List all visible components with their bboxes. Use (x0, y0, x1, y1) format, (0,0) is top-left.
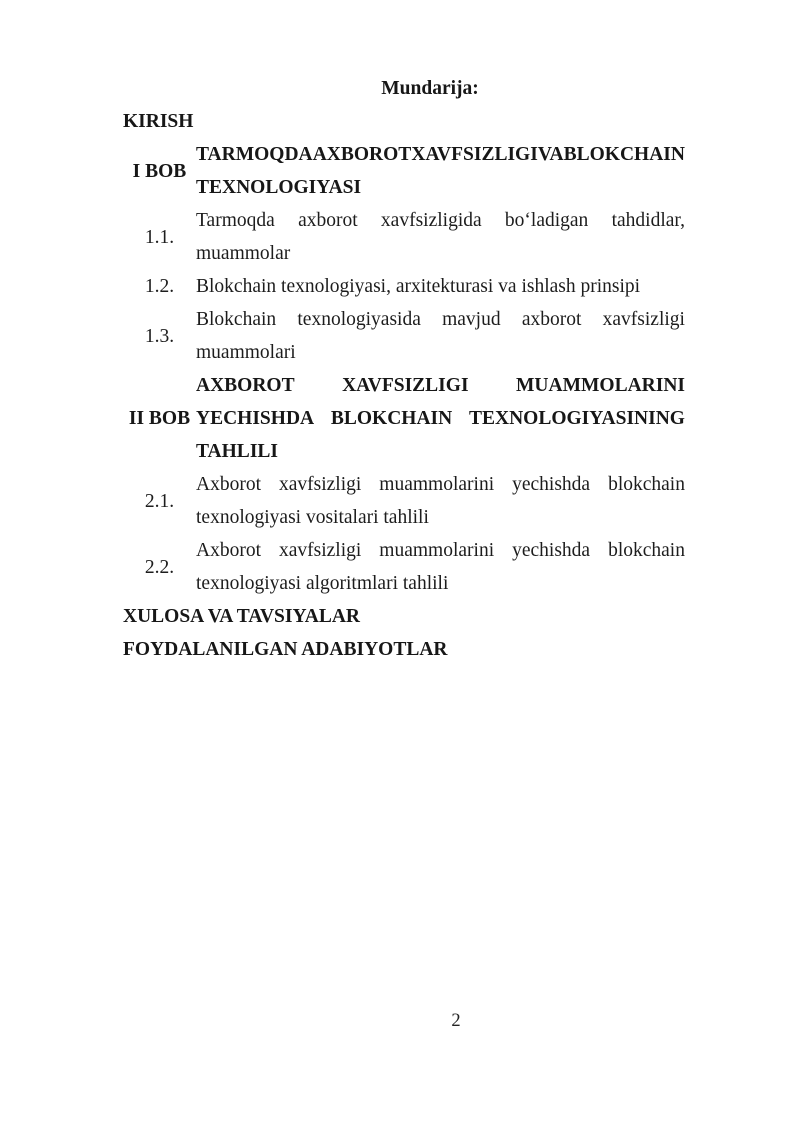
toc-row-label: I BOB (132, 160, 187, 182)
toc-row-text: Axborot xavfsizligi muammolarini yechishda blokchain texnologiyasi algoritmlari tahlili (196, 540, 685, 594)
toc-row (123, 270, 685, 303)
page-number: 2 (451, 1011, 461, 1031)
toc-row-label: II BOB (128, 408, 191, 429)
toc-content (123, 72, 685, 666)
toc (123, 105, 685, 666)
toc-row (123, 600, 685, 633)
toc-row-text: XULOSA VA TAVSIYALAR (123, 606, 360, 627)
toc-row-label: 2.2. (144, 556, 175, 578)
toc-row-text: Blokchain texnologiyasida mavjud axborot xavfsizligi muammolari (196, 309, 685, 363)
toc-row-text: TARMOQDA AXBOROT XAVFSIZLIGI VA BLOKCHAIN TEXNOLOGIYASI (196, 144, 685, 198)
toc-row-label: 1.2. (144, 276, 175, 297)
toc-row (123, 534, 685, 600)
toc-row-text: Axborot xavfsizligi muammolarini yechishda blokchain texnologiyasi vositalari tahlili (196, 474, 685, 528)
toc-row-text: KIRISH (123, 111, 194, 132)
toc-row (123, 105, 685, 138)
toc-row-text: Tarmoqda axborot xavfsizligida boʻladigan tahdidlar, muammolar (196, 210, 685, 264)
toc-row-label: 1.1. (144, 226, 175, 248)
toc-row-label: 2.1. (144, 490, 175, 512)
toc-row (123, 369, 685, 468)
page-title: Mundarija: (381, 78, 479, 99)
toc-row (123, 468, 685, 534)
toc-row (123, 204, 685, 270)
toc-row-text: FOYDALANILGAN ADABIYOTLAR (123, 639, 448, 660)
toc-row-text: AXBOROT XAVFSIZLIGI MUAMMOLARINI YECHISHDA BLOKCHAIN TEXNOLOGIYASINING TAHLILI (196, 375, 685, 462)
toc-row (123, 633, 685, 666)
toc-row (123, 303, 685, 369)
toc-row (123, 138, 685, 204)
toc-row-label: 1.3. (144, 325, 175, 347)
toc-row-text: Blokchain texnologiyasi, arxitekturasi va ishlash prinsipi (196, 276, 641, 297)
